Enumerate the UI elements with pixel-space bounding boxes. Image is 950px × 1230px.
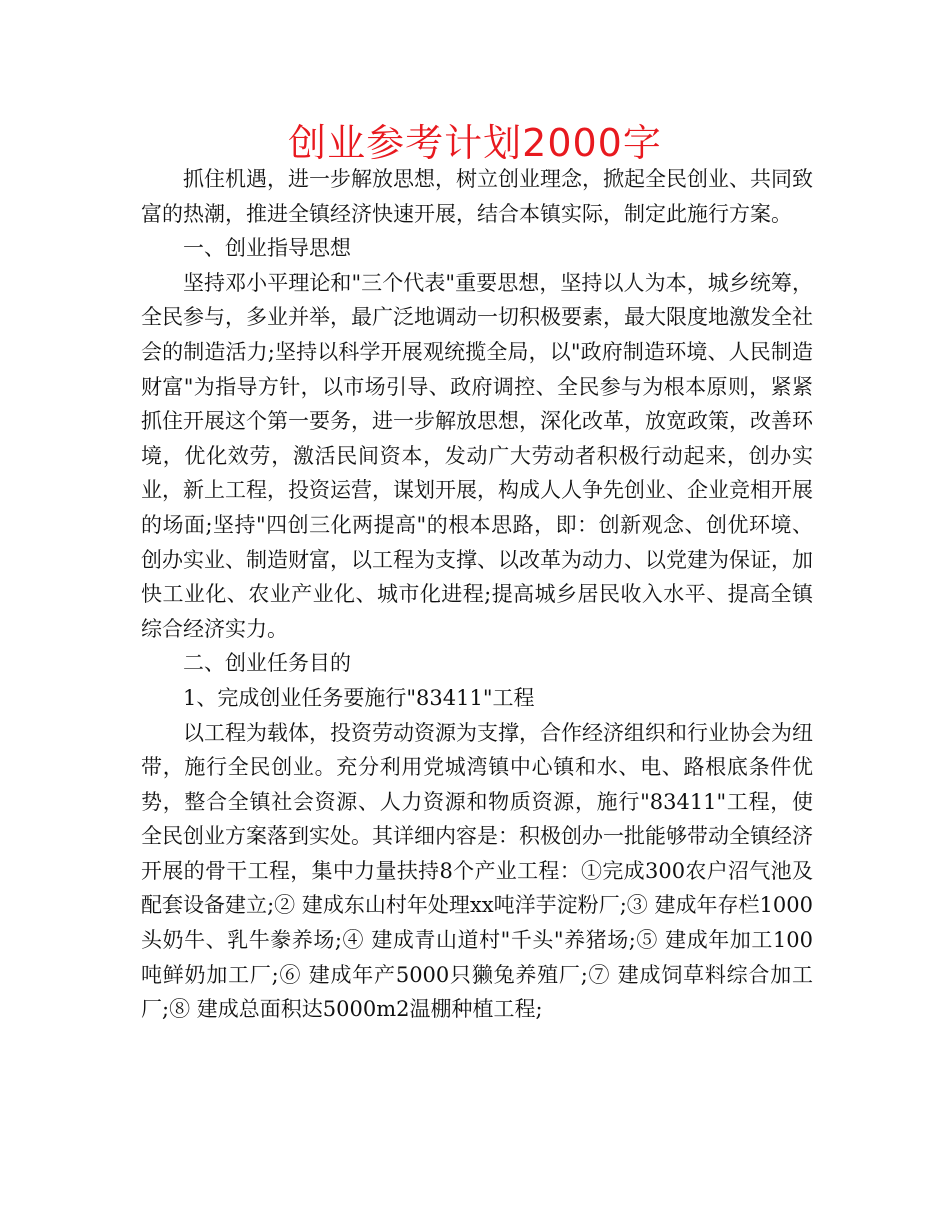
subsection-heading-project: 1、完成创业任务要施行"83411"工程 [183,685,535,710]
document-body [141,162,813,1027]
section-heading-tasks: 二、创业任务目的 [183,651,351,676]
paragraph-guiding-thought: 坚持邓小平理论和"三个代表"重要思想，坚持以人为本，城乡统筹，全民参与，多业并举，最广泛地调动一切积极要素，最大限度地激发全社会的制造活力;坚持以科学开展观统揽全局，以"政府制造环境、人民制造财富"为指导方针，以市场引导、政府调控、全民参与为根本原则，紧紧抓住开展这个第一要务，进一步解放思想，深化改革，放宽政策，改善环境，优化效劳，激活民间资本，发动广大劳动者积极行动起来，创办实业，新上工程，投资运营，谋划开展，构成人人争先创业、企业竞相开展的场面;坚持"四创三化两提高"的根本思路，即：创新观念、创优环境、创办实业、制造财富，以工程为支撑、以改革为动力、以党建为保证，加快工业化、农业产业化、城市化进程;提高城乡居民收入水平、提高全镇综合经济实力。 [141,270,813,641]
section-heading-guiding-thought: 一、创业指导思想 [183,236,351,261]
document-title: 创业参考计划2000字 [288,121,662,165]
paragraph-intro: 抓住机遇，进一步解放思想，树立创业理念，掀起全民创业、共同致富的热潮，推进全镇经济快速开展，结合本镇实际，制定此施行方案。 [141,167,813,226]
paragraph-project-details: 以工程为载体，投资劳动资源为支撑，合作经济组织和行业协会为纽带，施行全民创业。充分利用党城湾镇中心镇和水、电、路根底条件优势，整合全镇社会资源、人力资源和物质资源，施行"83411"工程，使全民创业方案落到实处。其详细内容是：积极创办一批能够带动全镇经济开展的骨干工程，集中力量扶持8个产业工程：①完成300农户沼气池及配套设备建立;② 建成东山村年处理xx吨洋芋淀粉厂;③ 建成年存栏1000头奶牛、乳牛豢养场;④ 建成青山道村"千头"养猪场;⑤ 建成年加工100吨鲜奶加工厂;⑥ 建成年产5000只獭兔养殖厂;⑦ 建成饲草料综合加工厂;⑧ 建成总面积达5000m2温棚种植工程; [141,720,813,1022]
